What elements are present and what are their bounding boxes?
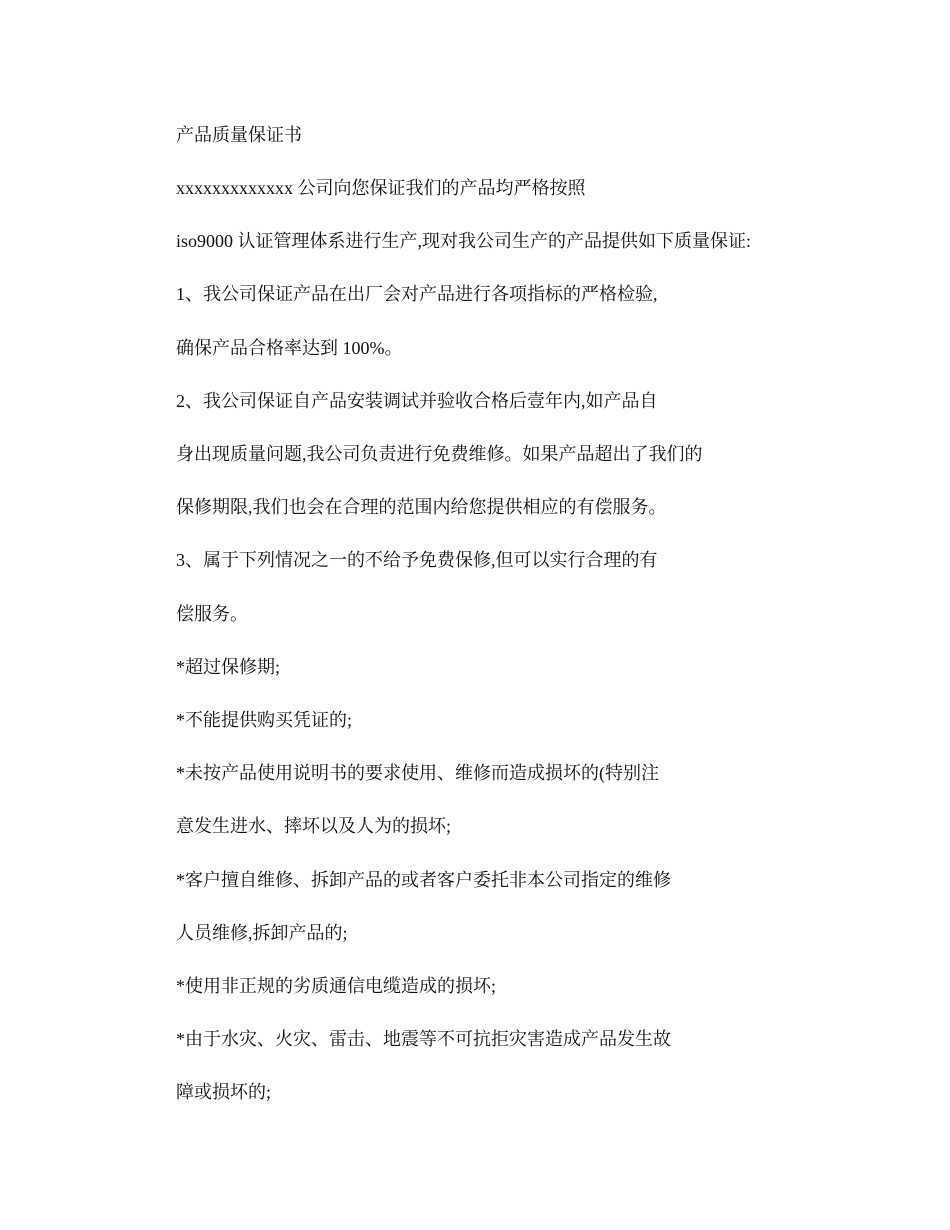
document-line: 障或损坏的; <box>176 1082 272 1102</box>
document-line: 人员维修,拆卸产品的; <box>176 923 348 943</box>
document-line: 1、我公司保证产品在出厂会对产品进行各项指标的严格检验, <box>176 284 658 304</box>
document-line: *未按产品使用说明书的要求使用、维修而造成损坏的(特别注 <box>176 763 659 783</box>
document-line: *使用非正规的劣质通信电缆造成的损坏; <box>176 976 496 996</box>
document-line: *不能提供购买凭证的; <box>176 710 353 730</box>
document-line: 确保产品合格率达到 100%。 <box>176 338 403 358</box>
document-line: 3、属于下列情况之一的不给予免费保修,但可以实行合理的有 <box>176 550 658 570</box>
document-line: 2、我公司保证自产品安装调试并验收合格后壹年内,如产品自 <box>176 391 658 411</box>
document-title: 产品质量保证书 <box>176 125 302 145</box>
document-line: 身出现质量问题,我公司负责进行免费维修。如果产品超出了我们的 <box>176 444 703 464</box>
document-line: 偿服务。 <box>176 604 248 624</box>
document-line: xxxxxxxxxxxxx 公司向您保证我们的产品均严格按照 <box>176 178 586 198</box>
document-line: *由于水灾、火灾、雷击、地震等不可抗拒灾害造成产品发生故 <box>176 1029 671 1049</box>
document-line: 意发生进水、摔坏以及人为的损坏; <box>176 816 451 836</box>
document-line: iso9000 认证管理体系进行生产,现对我公司生产的产品提供如下质量保证: <box>176 231 752 251</box>
document-line: *超过保修期; <box>176 657 281 677</box>
document-line: *客户擅自维修、拆卸产品的或者客户委托非本公司指定的维修 <box>176 870 671 890</box>
document-line: 保修期限,我们也会在合理的范围内给您提供相应的有偿服务。 <box>176 497 667 517</box>
